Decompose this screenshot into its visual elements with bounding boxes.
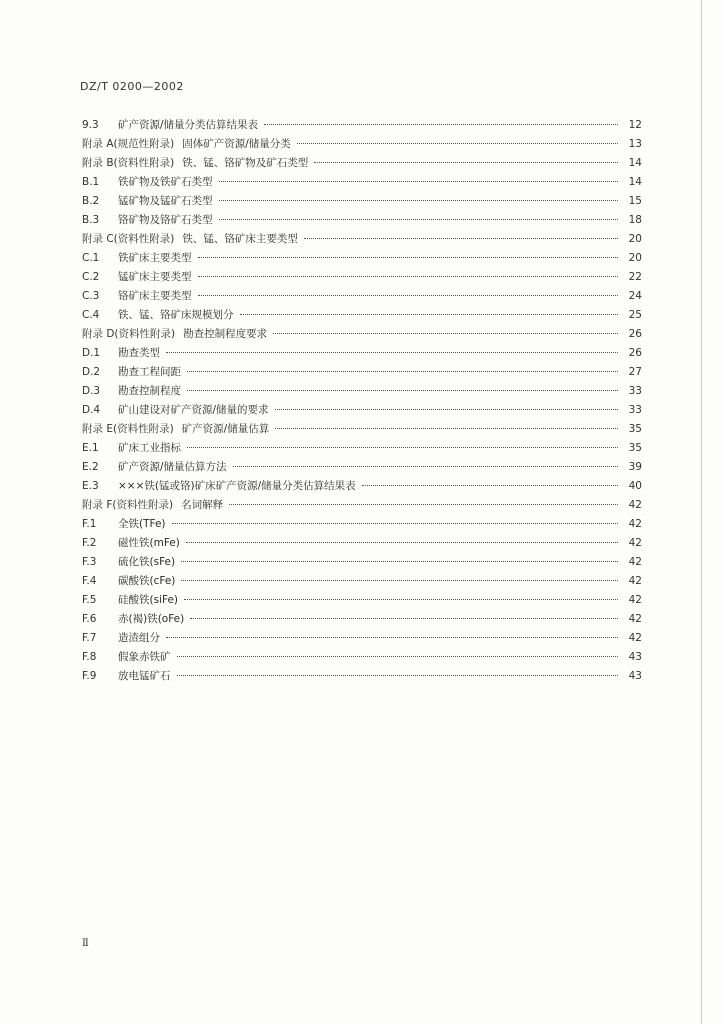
toc-entry-number: D.2: [82, 366, 101, 378]
toc-dot-leader: [172, 523, 618, 524]
toc-dot-leader: [177, 675, 619, 676]
toc-entry-number: 9.3: [82, 119, 99, 131]
toc-entry: [82, 515, 642, 534]
toc-entry-page: 33: [628, 404, 642, 416]
toc-entry-page: 43: [628, 670, 642, 682]
toc-dot-leader: [240, 314, 619, 315]
toc-entry-title: 勘查工程间距: [118, 366, 181, 378]
toc-entry-number: F.6: [82, 613, 97, 625]
toc-entry: [82, 344, 642, 363]
toc-entry-page: 13: [628, 138, 642, 150]
toc-entry-title: 碳酸铁(cFe): [118, 575, 176, 587]
toc-entry-title: 勘查控制程度要求: [183, 328, 268, 340]
toc-dot-leader: [219, 181, 619, 182]
toc-entry-title: 矿产资源/储量估算: [181, 423, 270, 435]
toc-entry-page: 14: [628, 157, 642, 169]
toc-entry-number: F.1: [82, 518, 97, 530]
toc-dot-leader: [181, 580, 618, 581]
toc-entry-title: 造渣组分: [118, 632, 160, 644]
toc-dot-leader: [219, 219, 619, 220]
toc-entry-title: 矿产资源/储量估算方法: [118, 461, 227, 473]
toc-entry-page: 40: [628, 480, 642, 492]
toc-dot-leader: [181, 561, 618, 562]
toc-entry-number: B.2: [82, 195, 100, 207]
toc-entry-page: 42: [628, 594, 642, 606]
toc-entry-number: D.1: [82, 347, 101, 359]
scan-edge-line: [701, 0, 702, 1024]
toc-dot-leader: [362, 485, 618, 486]
toc-dot-leader: [177, 656, 619, 657]
toc-entry-page: 20: [628, 252, 642, 264]
toc-entry-page: 35: [628, 442, 642, 454]
toc-entry-title: 铬矿床主要类型: [118, 290, 192, 302]
toc-entry-page: 12: [628, 119, 642, 131]
toc-entry: [82, 287, 642, 306]
toc-entry-number: 附录 B(资料性附录): [82, 157, 175, 169]
toc-entry: [82, 173, 642, 192]
toc-entry-page: 20: [628, 233, 642, 245]
toc-entry-title: 放电锰矿石: [118, 670, 171, 682]
toc-entry-number: C.2: [82, 271, 100, 283]
toc-entry-title: 铁矿床主要类型: [118, 252, 192, 264]
toc-dot-leader: [198, 257, 619, 258]
toc-entry-number: F.8: [82, 651, 97, 663]
toc-dot-leader: [314, 162, 618, 163]
toc-entry-number: D.3: [82, 385, 101, 397]
toc-entry-number: 附录 A(规范性附录): [82, 138, 175, 150]
toc-entry-title: 铁、锰、铬矿物及矿石类型: [182, 157, 309, 169]
toc-entry: [82, 439, 642, 458]
toc-entry-page: 39: [628, 461, 642, 473]
toc-entry-number: F.7: [82, 632, 97, 644]
toc-entry: [82, 249, 642, 268]
toc-entry-number: E.3: [82, 480, 99, 492]
toc-entry-number: 附录 D(资料性附录): [82, 328, 176, 340]
toc-dot-leader: [166, 352, 618, 353]
toc-entry-page: 18: [628, 214, 642, 226]
toc-appendix-entry: [82, 420, 642, 439]
toc-entry-number: E.2: [82, 461, 99, 473]
toc-entry-page: 42: [628, 632, 642, 644]
toc-dot-leader: [198, 276, 619, 277]
toc-appendix-entry: [82, 135, 642, 154]
toc-entry-title: ×××铁(锰或铬)矿床矿产资源/储量分类估算结果表: [118, 480, 356, 492]
toc-entry-number: 附录 E(资料性附录): [82, 423, 174, 435]
toc-entry: [82, 553, 642, 572]
toc-entry-title: 矿山建设对矿产资源/储量的要求: [118, 404, 269, 416]
toc-entry-page: 42: [628, 537, 642, 549]
toc-entry-page: 35: [628, 423, 642, 435]
toc-appendix-entry: [82, 230, 642, 249]
toc-entry: [82, 268, 642, 287]
toc-entry-page: 42: [628, 613, 642, 625]
toc-entry-page: 26: [628, 347, 642, 359]
toc-appendix-entry: [82, 496, 642, 515]
toc-dot-leader: [304, 238, 618, 239]
toc-entry-number: E.1: [82, 442, 99, 454]
toc-entry: [82, 667, 642, 686]
toc-entry-page: 24: [628, 290, 642, 302]
toc-entry-title: 磁性铁(mFe): [118, 537, 180, 549]
toc-entry-page: 42: [628, 575, 642, 587]
toc-entry-title: 锰矿床主要类型: [118, 271, 192, 283]
toc-entry-title: 硅酸铁(siFe): [118, 594, 179, 606]
toc-dot-leader: [264, 124, 618, 125]
toc-entry-page: 42: [628, 518, 642, 530]
toc-entry: [82, 572, 642, 591]
toc-entry-title: 勘查控制程度: [118, 385, 181, 397]
toc-dot-leader: [187, 447, 618, 448]
toc-dot-leader: [275, 428, 618, 429]
toc-entry-number: 附录 F(资料性附录): [82, 499, 174, 511]
toc-entry: [82, 610, 642, 629]
toc-entry: [82, 648, 642, 667]
toc-entry-title: 全铁(TFe): [118, 518, 166, 530]
toc-entry-title: 勘查类型: [118, 347, 160, 359]
toc-entry-title: 名词解释: [181, 499, 224, 511]
toc-dot-leader: [219, 200, 619, 201]
toc-entry: [82, 211, 642, 230]
toc-entry-page: 43: [628, 651, 642, 663]
toc-dot-leader: [184, 599, 618, 600]
toc-dot-leader: [297, 143, 618, 144]
standard-code-header: DZ/T 0200—2002: [80, 80, 184, 93]
toc-dot-leader: [187, 390, 618, 391]
toc-entry: [82, 591, 642, 610]
toc-entry-page: 42: [628, 556, 642, 568]
toc-entry-number: C.3: [82, 290, 100, 302]
toc-dot-leader: [190, 618, 618, 619]
toc-entry-page: 14: [628, 176, 642, 188]
toc-entry: [82, 382, 642, 401]
toc-entry-number: F.5: [82, 594, 97, 606]
toc-entry-title: 矿床工业指标: [118, 442, 181, 454]
toc-dot-leader: [166, 637, 618, 638]
toc-dot-leader: [187, 371, 618, 372]
table-of-contents: [82, 116, 642, 686]
toc-dot-leader: [233, 466, 618, 467]
toc-entry: [82, 629, 642, 648]
toc-entry-title: 假象赤铁矿: [118, 651, 171, 663]
toc-entry-title: 赤(褐)铁(oFe): [118, 613, 185, 625]
toc-dot-leader: [198, 295, 619, 296]
toc-entry-number: F.2: [82, 537, 97, 549]
toc-entry: [82, 306, 642, 325]
toc-entry: [82, 477, 642, 496]
toc-entry: [82, 363, 642, 382]
toc-entry: [82, 458, 642, 477]
page-number: Ⅱ: [82, 938, 89, 949]
toc-entry-page: 27: [628, 366, 642, 378]
toc-entry-page: 26: [628, 328, 642, 340]
toc-entry-title: 矿产资源/储量分类估算结果表: [118, 119, 259, 131]
toc-entry-number: 附录 C(资料性附录): [82, 233, 175, 245]
toc-entry-number: C.4: [82, 309, 100, 321]
toc-entry: [82, 192, 642, 211]
toc-entry-number: B.1: [82, 176, 100, 188]
toc-entry-title: 固体矿产资源/储量分类: [182, 138, 291, 150]
toc-dot-leader: [229, 504, 618, 505]
toc-entry-title: 铁、锰、铬矿床主要类型: [182, 233, 298, 245]
toc-entry-number: F.3: [82, 556, 97, 568]
toc-entry-page: 25: [628, 309, 642, 321]
toc-appendix-entry: [82, 325, 642, 344]
toc-entry-title: 铁矿物及铁矿石类型: [118, 176, 213, 188]
toc-entry: [82, 401, 642, 420]
toc-entry-title: 铁、锰、铬矿床规模划分: [118, 309, 234, 321]
toc-appendix-entry: [82, 154, 642, 173]
toc-entry: [82, 534, 642, 553]
toc-entry-number: D.4: [82, 404, 101, 416]
toc-entry-page: 42: [628, 499, 642, 511]
toc-entry-number: F.9: [82, 670, 97, 682]
toc-entry-page: 22: [628, 271, 642, 283]
toc-entry-number: B.3: [82, 214, 100, 226]
toc-entry-number: C.1: [82, 252, 100, 264]
toc-entry-title: 硫化铁(sFe): [118, 556, 176, 568]
toc-entry-title: 铬矿物及铬矿石类型: [118, 214, 213, 226]
toc-entry-title: 锰矿物及锰矿石类型: [118, 195, 213, 207]
toc-entry-number: F.4: [82, 575, 97, 587]
toc-entry-page: 15: [628, 195, 642, 207]
toc-entry-page: 33: [628, 385, 642, 397]
toc-dot-leader: [275, 409, 618, 410]
toc-entry: [82, 116, 642, 135]
toc-dot-leader: [273, 333, 618, 334]
toc-dot-leader: [186, 542, 618, 543]
